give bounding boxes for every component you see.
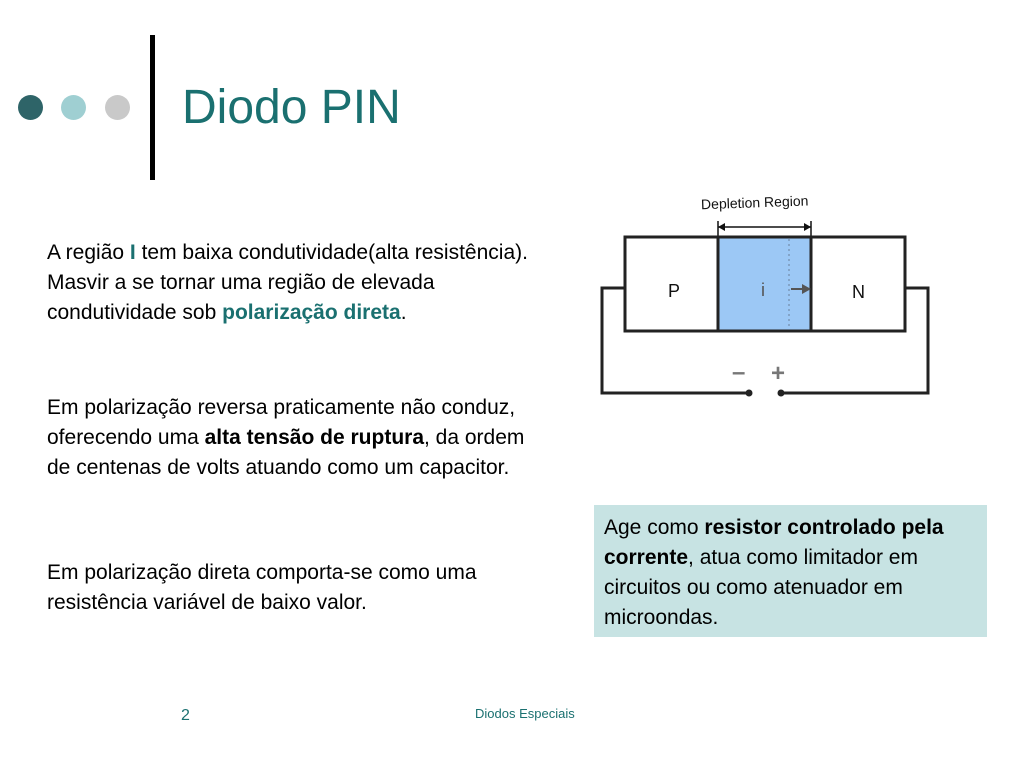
page-number: 2: [181, 707, 190, 724]
p2-text-1: Em polarização reversa praticamente não conduz, oferecendo uma: [47, 396, 516, 449]
decor-dot-dark: [18, 95, 43, 120]
info-text-1: Age como: [604, 516, 705, 539]
slide-title: Diodo PIN: [182, 81, 401, 134]
p-label: P: [668, 281, 681, 301]
minus-label: –: [732, 359, 746, 386]
footer-title: Diodos Especiais: [475, 706, 575, 721]
terminal-negative: [746, 390, 753, 397]
info-highlight: resistor controlado pela corrente: [604, 516, 944, 569]
p2-highlight-breakdown: alta tensão de ruptura: [204, 426, 424, 449]
plus-label: +: [771, 360, 786, 387]
n-label: N: [852, 282, 865, 302]
p1-highlight-polarization: polarização direta: [222, 301, 401, 324]
paragraph-reverse-bias: [47, 393, 547, 483]
title-divider-bar: [150, 35, 155, 180]
p1-highlight-i: I: [129, 241, 136, 264]
decor-dot-gray: [105, 95, 130, 120]
terminal-positive: [778, 390, 785, 397]
decor-dot-teal: [61, 95, 86, 120]
paragraph-forward-bias: [47, 558, 547, 618]
pin-diode-diagram: [595, 185, 940, 405]
p3-text-1: Em polarização direta comporta-se como uma resistência variável de baixo valor.: [47, 561, 477, 614]
p1-text-3: .: [400, 301, 407, 324]
depletion-region-label: Depletion Region: [700, 192, 809, 213]
info-box: [594, 505, 987, 637]
p1-text-1: A região: [47, 241, 130, 264]
i-label: i: [761, 280, 765, 300]
info-text-2: , atua como limitador em circuitos ou como atenuador em microondas.: [604, 546, 918, 629]
p1-text-2: tem baixa condutividade(alta resistência). Masvir a se tornar uma região de elevada condutividade sob: [47, 241, 528, 324]
depletion-arrow-right-icon: [804, 223, 811, 231]
depletion-arrow-left-icon: [718, 223, 725, 231]
p2-text-2: , da ordem de centenas de volts atuando como um capacitor.: [47, 426, 525, 479]
paragraph-region-i: [47, 238, 547, 328]
